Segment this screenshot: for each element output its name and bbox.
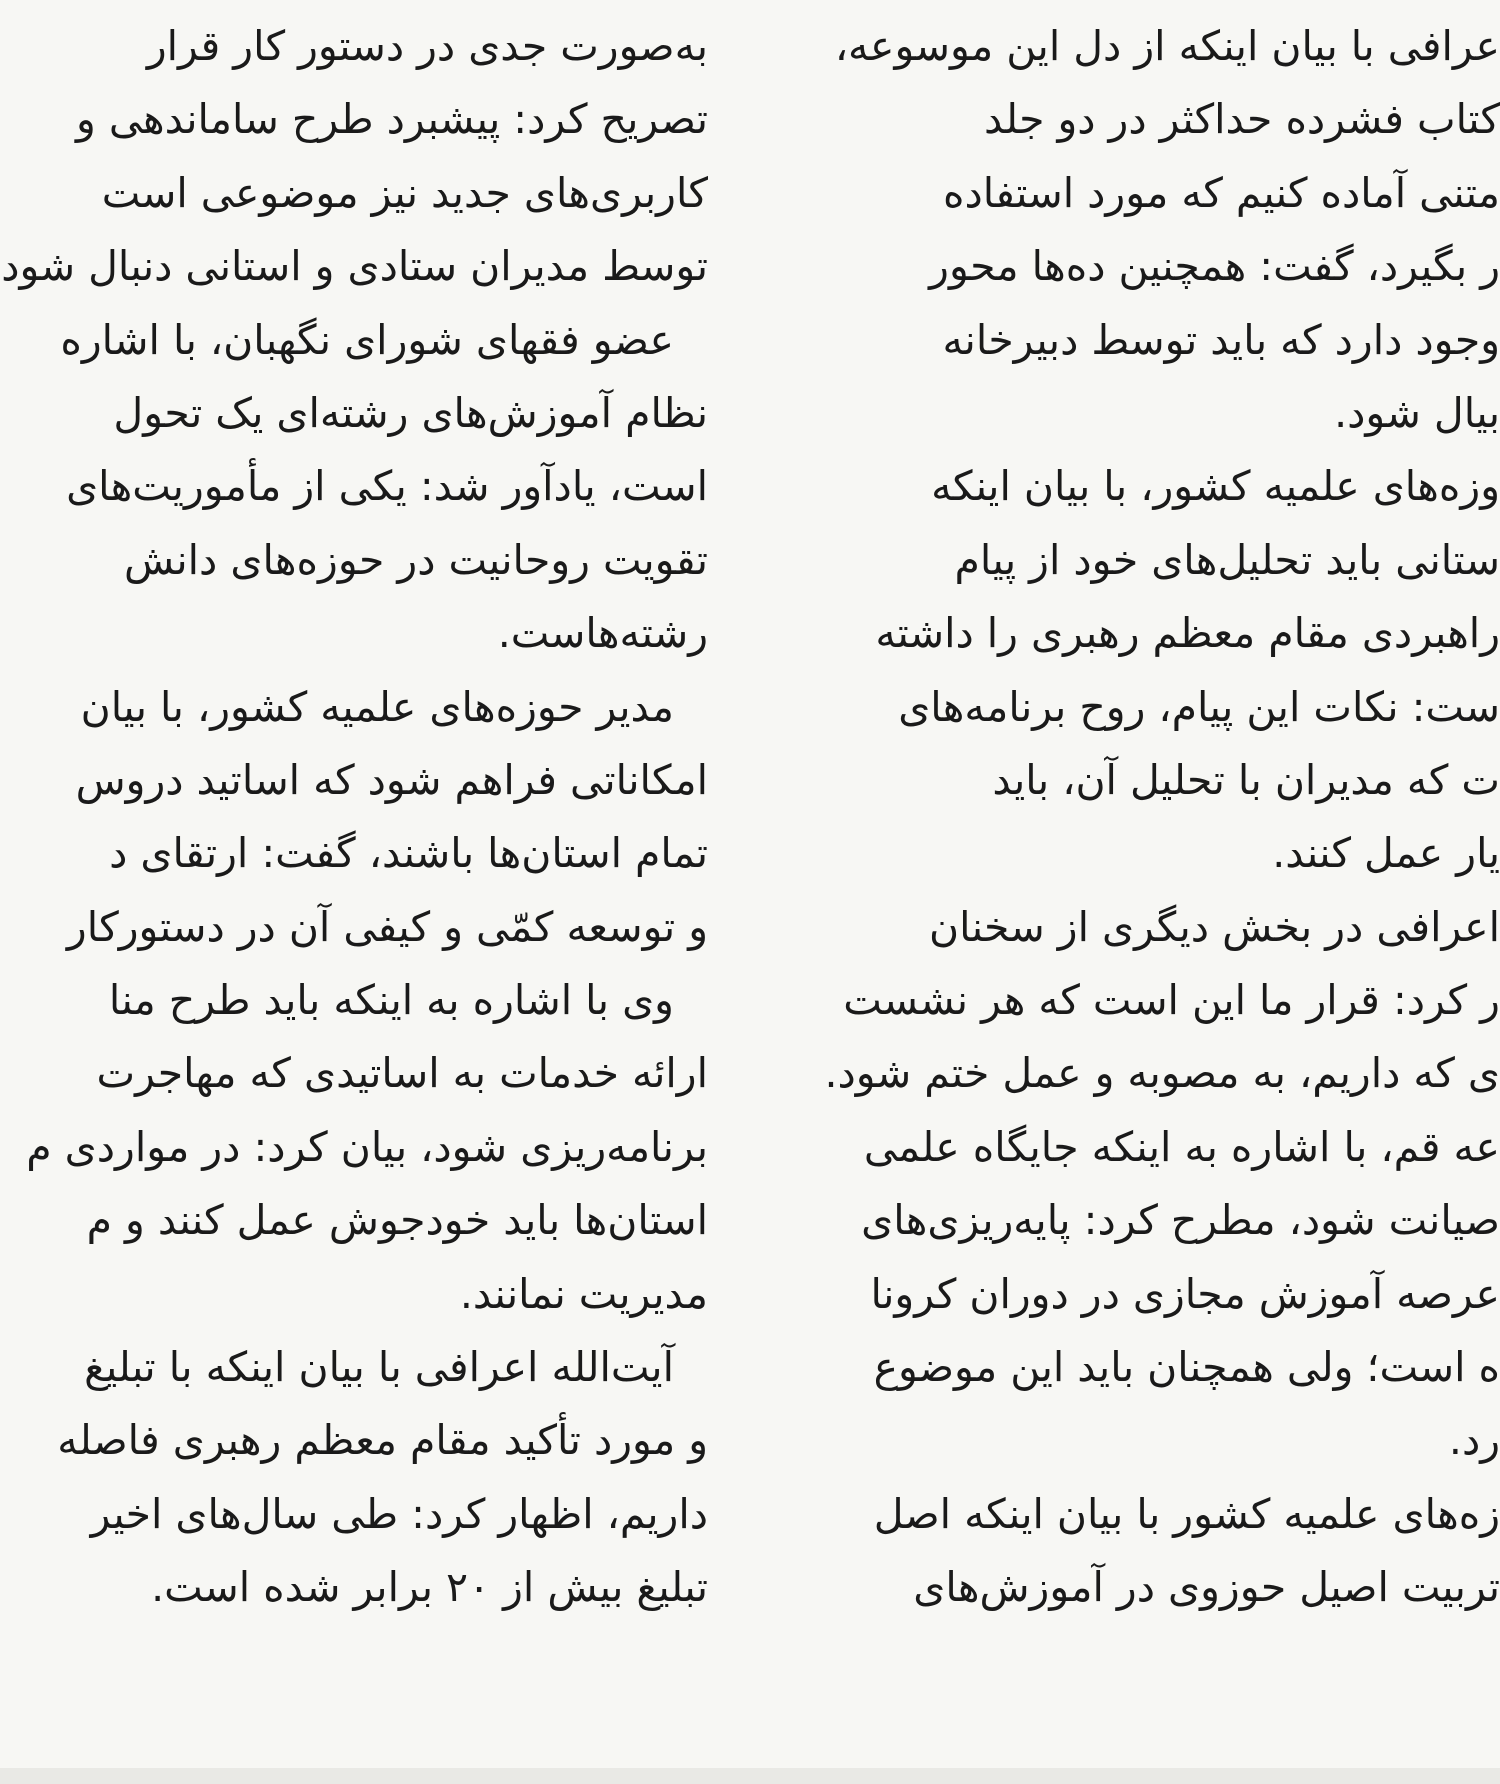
text-line: ر کرد: قرار ما این است که هر نشست (843, 976, 1500, 1025)
text-line: ه است؛ ولی همچنان باید این موضوع (873, 1343, 1500, 1392)
text-line: وجود دارد که باید توسط دبیرخانه (942, 315, 1500, 364)
text-line: استان‌ها باید خودجوش عمل کنند و م (86, 1196, 708, 1245)
text-line: وزه‌های علمیه کشور، با بیان اینکه (931, 462, 1500, 511)
text-line: ر بگیرد، گفت: همچنین ده‌ها محور (929, 242, 1500, 291)
text-line: و توسعه کمّی و کیفی آن در دستورکار (66, 902, 708, 951)
text-line: ت که مدیران با تحلیل آن، باید (992, 755, 1500, 804)
text-line: کاربری‌های جدید نیز موضوعی است (101, 168, 708, 217)
left-text-column (0, 10, 708, 1625)
text-line: ارائه خدمات به اساتیدی که مهاجرت (96, 1049, 708, 1098)
paragraph-start-line: عضو فقهای شورای نگهبان، با اشاره (60, 315, 674, 364)
text-line: عرصه آموزش مجازی در دوران کرونا (870, 1269, 1500, 1318)
text-line: رد. (1448, 1416, 1500, 1465)
text-line: ی که داریم، به مصوبه و عمل ختم شود. (824, 1049, 1500, 1098)
paragraph-start-line: آیت‌الله اعرافی با بیان اینکه با تبلیغ (84, 1343, 674, 1392)
text-line: توسط مدیران ستادی و استانی دنبال شود (1, 242, 708, 291)
text-line: تربیت اصیل حوزوی در آموزش‌های (913, 1563, 1500, 1612)
text-line: است، یادآور شد: یکی از مأموریت‌های (66, 462, 708, 511)
text-line: تصریح کرد: پیشبرد طرح ساماندهی و (76, 95, 708, 144)
text-line: تبلیغ بیش از ۲۰ برابر شده است. (151, 1563, 708, 1612)
text-line: متنی آماده کنیم که مورد استفاده (943, 168, 1500, 217)
right-text-column (784, 10, 1500, 1625)
text-line: عه قم، با اشاره به اینکه جایگاه علمی (863, 1122, 1500, 1171)
text-line: عرافی با بیان اینکه از دل این موسوعه، (834, 22, 1500, 70)
text-line: مدیریت نمانند. (459, 1269, 708, 1318)
text-line: یار عمل کنند. (1272, 829, 1500, 878)
text-line: بیال شود. (1334, 388, 1500, 437)
text-line: ستانی باید تحلیل‌های خود از پیام (954, 535, 1500, 584)
text-line: داریم، اظهار کرد: طی سال‌های اخیر (90, 1489, 708, 1538)
text-line: تقویت روحانیت در حوزه‌های دانش (123, 535, 708, 584)
text-line: ست: نکات این پیام، روح برنامه‌های (898, 682, 1500, 731)
text-line: رشته‌هاست. (497, 609, 708, 658)
text-line: زه‌های علمیه کشور با بیان اینکه اصل (873, 1489, 1500, 1538)
text-line: تمام استان‌ها باشند، گفت: ارتقای د (109, 829, 708, 878)
paragraph-start-line: وی با اشاره به اینکه باید طرح منا (108, 976, 674, 1025)
text-line: و مورد تأکید مقام معظم رهبری فاصله (57, 1416, 708, 1465)
text-line: امکاناتی فراهم شود که اساتید دروس (75, 755, 708, 804)
page-bottom-margin (0, 1768, 1500, 1784)
text-line: صیانت شود، مطرح کرد: پایه‌ریزی‌های (861, 1196, 1500, 1245)
text-line: برنامه‌ریزی شود، بیان کرد: در مواردی م (26, 1122, 708, 1171)
text-line: راهبردی مقام معظم رهبری را داشته (875, 609, 1500, 658)
paragraph-start-line: مدیر حوزه‌های علمیه کشور، با بیان (80, 682, 674, 731)
text-line: کتاب فشرده حداکثر در دو جلد (983, 95, 1500, 144)
text-line: اعرافی در بخش دیگری از سخنان (928, 902, 1500, 951)
text-line: به‌صورت جدی در دستور کار قرار (146, 22, 708, 70)
text-line: نظام آموزش‌های رشته‌ای یک تحول (113, 388, 708, 437)
